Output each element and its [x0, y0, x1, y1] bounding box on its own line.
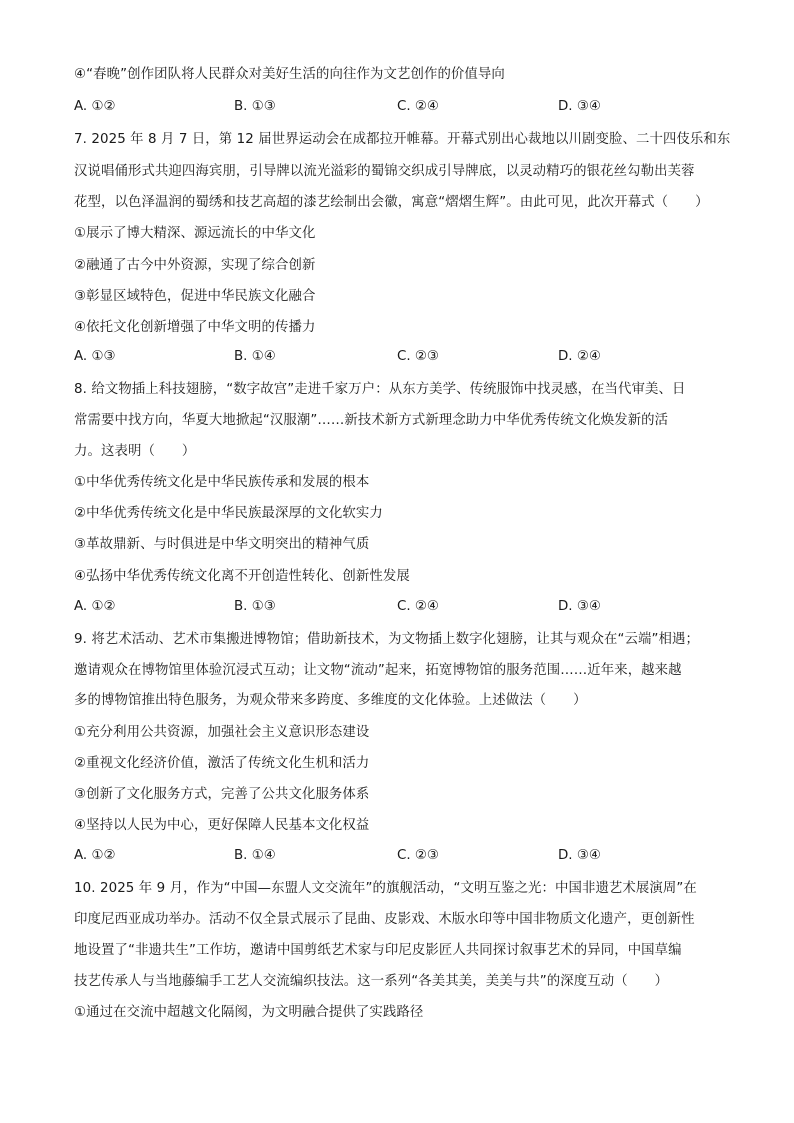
option-d[interactable]: D. ③④ [558, 99, 601, 114]
option-b[interactable]: B. ①④ [234, 848, 276, 863]
statement-7-1: ①展示了博大精深、源远流长的中华文化 [74, 226, 316, 241]
options-row-q9 [74, 847, 734, 865]
option-b[interactable]: B. ①④ [234, 349, 276, 364]
question-10-stem-line3: 地设置了“非遗共生”工作坊，邀请中国剪纸艺术家与印尼皮影匠人共同探讨叙事艺术的异同，中国草编 [74, 943, 682, 958]
option-a[interactable]: A. ①② [74, 848, 116, 863]
options-row-q8 [74, 598, 734, 616]
question-8-stem-line2: 常需要中找方向，华夏大地掀起“汉服潮”……新技术新方式新理念助力中华优秀传统文化焕发新的活 [74, 413, 669, 428]
question-7-stem-line2: 汉说唱俑形式共迎四海宾朋，引导牌以流光溢彩的蜀锦交织成引导牌底，以灵动精巧的银花丝勾勒出芙蓉 [74, 164, 695, 179]
statement-8-1: ①中华优秀传统文化是中华民族传承和发展的根本 [74, 475, 370, 490]
statement-8-4: ④弘扬中华优秀传统文化离不开创造性转化、创新性发展 [74, 569, 410, 584]
statement-7-2: ②融通了古今中外资源，实现了综合创新 [74, 258, 316, 273]
question-10-stem-line4: 技艺传承人与当地藤编手工艺人交流编织技法。这一系列“各美其美，美美与共”的深度互动（ ） [74, 974, 669, 989]
question-9-stem-line2: 邀请观众在博物馆里体验沉浸式互动；让文物“流动”起来，拓宽博物馆的服务范围……近年来，越来越 [74, 663, 682, 678]
question-10-stem-line2: 印度尼西亚成功举办。活动不仅全景式展示了昆曲、皮影戏、木版水印等中国非物质文化遗产，更创新性 [74, 912, 695, 927]
statement-8-3: ③革故鼎新、与时俱进是中华文明突出的精神气质 [74, 537, 370, 552]
statement-9-2: ②重视文化经济价值，激活了传统文化生机和活力 [74, 756, 370, 771]
option-a[interactable]: A. ①② [74, 99, 116, 114]
option-b[interactable]: B. ①③ [234, 599, 276, 614]
option-c[interactable]: C. ②③ [397, 848, 439, 863]
statement-8-2: ②中华优秀传统文化是中华民族最深厚的文化软实力 [74, 506, 383, 521]
question-10-stem-line1: 10. 2025 年 9 月，作为“中国—东盟人文交流年”的旗舰活动，“文明互鉴之光：中国非遗艺术展演周”在 [74, 881, 697, 896]
statement-6-4: ④“春晚”创作团队将人民群众对美好生活的向往作为文艺创作的价值导向 [74, 67, 505, 82]
option-d[interactable]: D. ③④ [558, 848, 601, 863]
option-c[interactable]: C. ②④ [397, 599, 439, 614]
options-row-q7 [74, 348, 734, 366]
question-8-stem-line1: 8. 给文物插上科技翅膀，“数字故宫”走进千家万户：从东方美学、传统服饰中找灵感，在当代审美、日 [74, 382, 686, 397]
option-c[interactable]: C. ②③ [397, 349, 439, 364]
option-b[interactable]: B. ①③ [234, 99, 276, 114]
statement-7-3: ③彰显区域特色，促进中华民族文化融合 [74, 289, 316, 304]
statement-10-1: ①通过在交流中超越文化隔阂，为文明融合提供了实践路径 [74, 1005, 424, 1020]
option-d[interactable]: D. ②④ [558, 349, 601, 364]
statement-9-4: ④坚持以人民为中心，更好保障人民基本文化权益 [74, 818, 370, 833]
statement-7-4: ④依托文化创新增强了中华文明的传播力 [74, 320, 316, 335]
statement-9-3: ③创新了文化服务方式，完善了公共文化服务体系 [74, 787, 370, 802]
question-9-stem-line3: 多的博物馆推出特色服务，为观众带来多跨度、多维度的文化体验。上述做法（ ） [74, 693, 587, 708]
question-7-stem-line1: 7. 2025 年 8 月 7 日，第 12 届世界运动会在成都拉开帷幕。开幕式别出心裁地以川剧变脸、二十四伎乐和东 [74, 132, 731, 147]
option-a[interactable]: A. ①② [74, 599, 116, 614]
options-row-q6 [74, 98, 734, 116]
option-d[interactable]: D. ③④ [558, 599, 601, 614]
option-c[interactable]: C. ②④ [397, 99, 439, 114]
option-a[interactable]: A. ①③ [74, 349, 116, 364]
question-9-stem-line1: 9. 将艺术活动、艺术市集搬进博物馆；借助新技术，为文物插上数字化翅膀，让其与观众在“云端”相遇； [74, 632, 699, 647]
question-7-stem-line3: 花型，以色泽温润的蜀绣和技艺高超的漆艺绘制出会徽，寓意“熠熠生辉”。由此可见，此次开幕式（ ） [74, 195, 709, 210]
statement-9-1: ①充分利用公共资源，加强社会主义意识形态建设 [74, 725, 370, 740]
question-8-stem-line3: 力。这表明（ ） [74, 444, 196, 459]
